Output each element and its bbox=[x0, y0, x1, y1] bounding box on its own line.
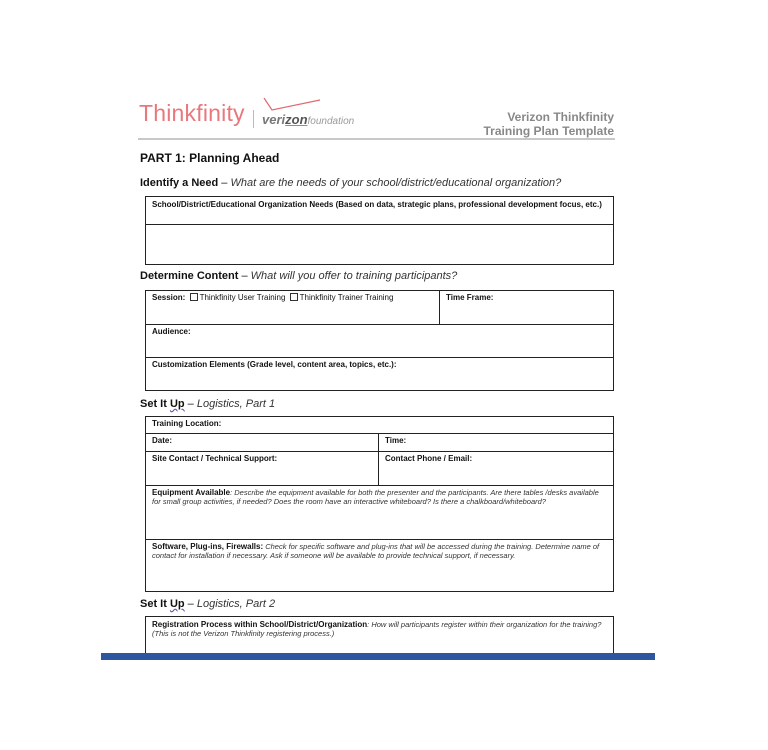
audience-field[interactable]: Audience: bbox=[152, 327, 191, 336]
logo-verizon-prefix: veri bbox=[262, 112, 286, 127]
content-table bbox=[145, 290, 614, 391]
page-footer-bar bbox=[101, 653, 655, 660]
logistics-part1-subtitle: Logistics, Part 1 bbox=[196, 398, 276, 410]
session-cell bbox=[146, 291, 439, 324]
needs-table bbox=[145, 196, 614, 265]
registration-description: : How will participants register within their organization for the training? (This is not the Verizon Thinkfinity registering process.) bbox=[152, 620, 602, 638]
dash: – bbox=[218, 177, 231, 189]
dash: – bbox=[238, 270, 251, 282]
time-field[interactable]: Time: bbox=[385, 436, 407, 445]
document-title bbox=[484, 110, 614, 138]
logistics-heading-label: Set It Up bbox=[140, 598, 185, 610]
equipment-label: Equipment Available bbox=[152, 488, 231, 497]
software-description: Check for specific software and plug-ins that will be accessed during the training. Determine name of contact for installation if necessary. Ask if someone will be available to provide technical support, if necessary. bbox=[152, 542, 600, 560]
registration-field[interactable] bbox=[146, 618, 613, 640]
equipment-description: : Describe the equipment available for both the presenter and the participants. Are there tables /desks available for small group activities, if needed? Does the room have an interactive whiteboard? Is there a chalkboard/whiteboard? bbox=[152, 488, 599, 506]
trainer-training-option: Thinkfinity Trainer Training bbox=[299, 293, 394, 302]
software-field[interactable] bbox=[146, 540, 613, 592]
dash: – bbox=[184, 398, 197, 410]
document-title-line1: Verizon Thinkfinity bbox=[507, 110, 614, 124]
registration-label: Registration Process within School/District/Organization bbox=[152, 620, 368, 629]
determine-content-label: Determine Content bbox=[140, 270, 239, 282]
document-title-line2: Training Plan Template bbox=[483, 124, 614, 138]
trainer-training-checkbox[interactable] bbox=[290, 293, 298, 301]
identify-need-question: What are the needs of your school/district/educational organization? bbox=[230, 177, 562, 189]
identify-need-heading bbox=[140, 177, 561, 189]
logistics-part2-heading bbox=[140, 598, 275, 610]
equipment-field[interactable] bbox=[146, 486, 613, 539]
logistics-part1-heading bbox=[140, 398, 275, 410]
logo-divider bbox=[253, 110, 254, 128]
verizon-foundation-logo bbox=[262, 112, 354, 127]
thinkfinity-logo: Thinkfinity bbox=[139, 100, 245, 126]
identify-need-label: Identify a Need bbox=[140, 177, 219, 189]
session-label: Session: bbox=[152, 293, 186, 302]
contact-phone-email-field[interactable]: Contact Phone / Email: bbox=[385, 454, 473, 463]
logistics-part2-subtitle: Logistics, Part 2 bbox=[196, 598, 276, 610]
logo-foundation-text: foundation bbox=[307, 116, 355, 127]
logistics-heading-label: Set It Up bbox=[140, 398, 185, 410]
logo-verizon-mid: zon bbox=[285, 112, 308, 127]
site-contact-field[interactable]: Site Contact / Technical Support: bbox=[152, 454, 278, 463]
date-field[interactable]: Date: bbox=[152, 436, 173, 445]
determine-content-question: What will you offer to training participants? bbox=[250, 270, 458, 282]
customization-field[interactable]: Customization Elements (Grade level, content area, topics, etc.): bbox=[152, 360, 397, 369]
user-training-option: Thinkfinity User Training bbox=[199, 293, 286, 302]
verizon-check-icon bbox=[262, 96, 322, 112]
part-title: PART 1: Planning Ahead bbox=[140, 151, 280, 165]
determine-content-heading bbox=[140, 270, 457, 282]
dash: – bbox=[184, 598, 197, 610]
software-label: Software, Plug-ins, Firewalls: bbox=[152, 542, 264, 551]
logistics-part2-table bbox=[145, 616, 614, 656]
logistics-part1-table bbox=[145, 416, 614, 592]
header-divider bbox=[138, 138, 615, 140]
needs-input[interactable] bbox=[146, 225, 613, 265]
needs-field-label: School/District/Educational Organization Needs (Based on data, strategic plans, professional development focus, etc.) bbox=[152, 200, 602, 209]
user-training-checkbox[interactable] bbox=[190, 293, 198, 301]
time-frame-field[interactable]: Time Frame: bbox=[446, 293, 494, 302]
training-location-field[interactable]: Training Location: bbox=[152, 419, 222, 428]
